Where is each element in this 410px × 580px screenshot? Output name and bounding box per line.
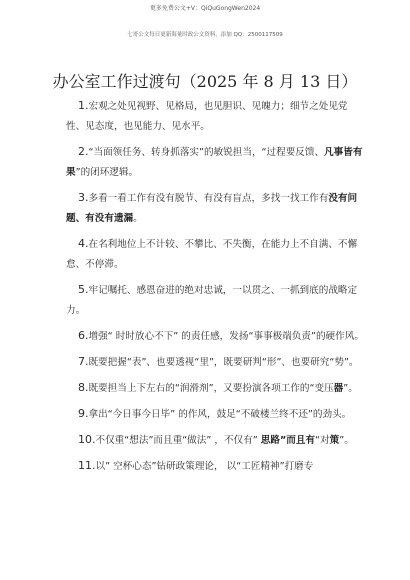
paragraph-6 xyxy=(66,326,366,347)
paragraph-bold-text: 凡事皆有果 xyxy=(66,147,363,178)
paragraph-text: ”的闭环逻辑。 xyxy=(75,167,139,178)
header-contact-line: 七哥公文每日更新海量时政公文资料，添加 QQ：2500117509 xyxy=(127,32,283,38)
paragraph-text: 拿出“今日事今日毕” 的作风，鼓足“不破楼兰终不还”的劲头。 xyxy=(88,409,352,420)
paragraph-bold-text: 没有问题、有没有遗漏 xyxy=(66,193,358,224)
paragraph-1 xyxy=(66,96,366,137)
paragraph-text: 既要把握“表”、也要透视“里”，既要研判“形”、也要研究“势”。 xyxy=(88,357,359,368)
paragraph-text: “对 xyxy=(315,435,330,446)
paragraph-number: 6. xyxy=(78,329,89,342)
paragraph-number: 2. xyxy=(78,145,89,158)
paragraph-text: 在名利地位上不计较、不攀比、不失衡，在能力上不自满、不懈怠、不停滞。 xyxy=(66,239,358,270)
paragraph-text: “当面领任务、转身抓落实”的敏锐担当，“过程要反馈、 xyxy=(88,147,325,158)
paragraph-text: ”。 xyxy=(339,435,354,446)
paragraph-2 xyxy=(66,142,366,183)
paragraph-number: 10. xyxy=(78,433,96,446)
paragraph-number: 3. xyxy=(78,191,89,204)
paragraph-number: 9. xyxy=(78,407,89,420)
document-body xyxy=(66,96,366,482)
paragraph-text: 牢记嘱托、感恩奋进的绝对忠诚，一以贯之、一抓到底的战略定力。 xyxy=(66,285,358,316)
paragraph-text: 既要担当上下左右的“润滑剂”，又要扮演各项工作的“变压 xyxy=(88,383,334,394)
paragraph-9 xyxy=(66,404,366,425)
paragraph-text: 。 xyxy=(133,213,143,224)
paragraph-text: 增强“ 时时放心不下” 的责任感，发扬“事事极端负责”的硬作风。 xyxy=(88,331,364,342)
page-title: 办公室工作过渡句（2025 年 8 月 13 日） xyxy=(52,72,358,91)
paragraph-bold-text: 策 xyxy=(329,435,340,446)
paragraph-5 xyxy=(66,280,366,321)
paragraph-number: 1. xyxy=(78,99,89,112)
paragraph-4 xyxy=(66,234,366,275)
paragraph-text: 以” 空杯心态”钻研政策理论， 以“工匠精神”打磨专 xyxy=(95,461,314,472)
paragraph-11 xyxy=(66,456,366,477)
paragraph-number: 8. xyxy=(78,381,89,394)
paragraph-7 xyxy=(66,352,366,373)
header-promo-line: 更多免费公文+V：QiQuGongWen2024 xyxy=(149,5,261,12)
paragraph-10 xyxy=(66,430,366,451)
paragraph-text: 不仅重“想法”而且重“做法” ，不仅有” xyxy=(95,435,261,446)
paragraph-number: 4. xyxy=(78,237,89,250)
paragraph-text: 宏观之处见视野、见格局，也见胆识、见魄力；细节之处见党性、见态度，也见能力、见水平。 xyxy=(66,101,348,132)
paragraph-8 xyxy=(66,378,366,399)
paragraph-number: 7. xyxy=(78,355,89,368)
paragraph-text: 多看一看工作有没有脱节、有没有盲点，多找一找工作有 xyxy=(88,193,329,204)
paragraph-3 xyxy=(66,188,366,229)
paragraph-text: ”。 xyxy=(343,383,358,394)
paragraph-number: 11. xyxy=(78,459,96,472)
paragraph-number: 5. xyxy=(78,283,89,296)
paragraph-bold-text: 器 xyxy=(333,383,344,394)
paragraph-bold-text: 思路”而且有 xyxy=(260,435,316,446)
